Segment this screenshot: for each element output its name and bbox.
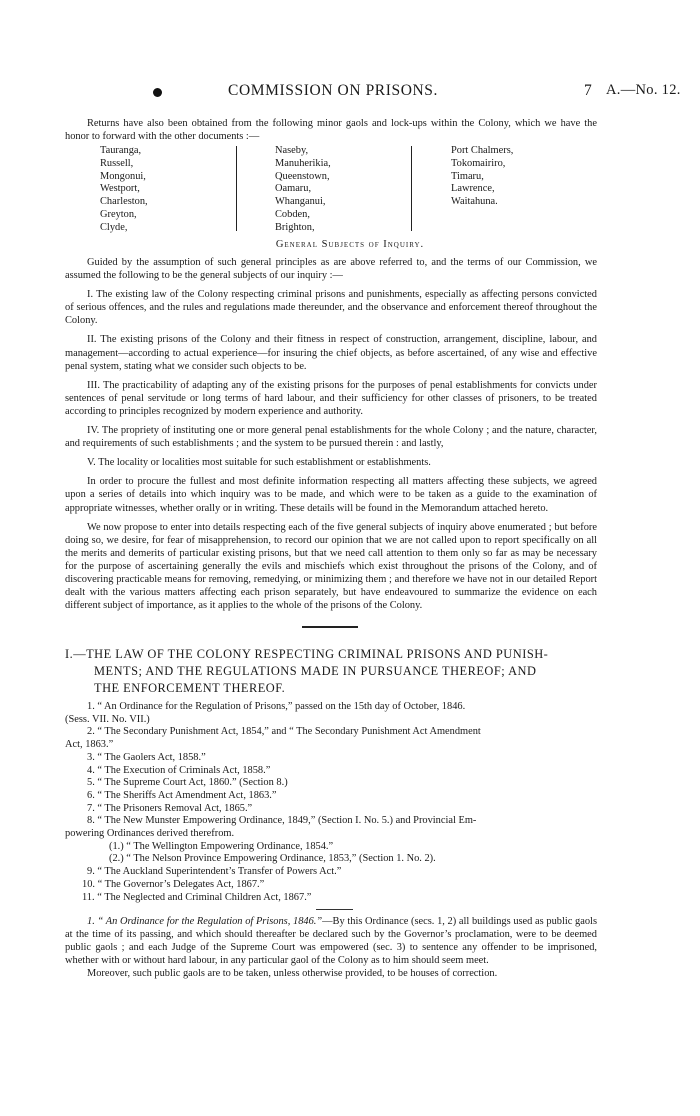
list-item: Mongonui, — [100, 170, 146, 182]
paragraph: Moreover, such public gaols are to be taken, unless otherwise provided, to be houses of correction. — [87, 968, 498, 980]
list-item: 1. “ An Ordinance for the Regulation of Prisons,” passed on the 15th day of October, 1846. — [87, 701, 466, 712]
bullet-dot-icon — [153, 88, 162, 97]
paragraph — [65, 915, 597, 967]
intro-paragraph — [65, 117, 597, 143]
list-item: Tokomairiro, — [451, 157, 506, 169]
list-item: 8. “ The New Munster Empowering Ordinance, 1849,” (Section I. No. 5.) and Provincial Em- — [87, 815, 477, 827]
list-item: 2. “ The Secondary Punishment Act, 1854,” and “ The Secondary Punishment Act Amendment — [87, 726, 481, 738]
list-item: Timaru, — [451, 170, 484, 182]
list-item: (Sess. VII. No. VII.) — [65, 713, 150, 725]
list-item: Russell, — [100, 157, 134, 169]
list-item: Act, 1863.” — [65, 739, 114, 751]
list-item: 3. “ The Gaolers Act, 1858.” — [87, 751, 206, 763]
list-item: 4. “ The Execution of Criminals Act, 1858.” — [87, 764, 271, 776]
gaols-column-2 — [275, 145, 331, 235]
page-number: 7 — [584, 82, 592, 99]
subject-item: III. The practicability of adapting any of the existing prisons for the purposes of penal establishments for convicts under sentences of penal servitude or long terms of hard labour, and their sufficiency for other classes of prisoners, to be treated according to principles recognized by modern experience and authority. — [65, 379, 597, 417]
document-reference: A.—No. 12. — [606, 82, 681, 98]
list-item: Tauranga, — [100, 145, 142, 156]
ordinance-paragraph — [65, 915, 597, 980]
subject-item: I. The existing law of the Colony respecting criminal prisons and punishments, especially as affecting persons convicted of serious offences, and the rules and regulations made thereunder, and the observance and enforcement thereof throughout the Colony. — [65, 289, 597, 327]
divider — [316, 909, 353, 910]
section-heading-general-subjects: General Subjects of Inquiry. — [275, 239, 425, 250]
section-heading-line: I.—THE LAW OF THE COLONY RESPECTING CRIMINAL PRISONS AND PUNISH- — [65, 647, 549, 661]
list-item: 6. “ The Sheriffs Act Amendment Act, 1863.” — [87, 789, 277, 801]
ordinance-title: 1. “ An Ordinance for the Regulation of Prisons, 1846.” — [87, 916, 323, 927]
list-item: Oamaru, — [275, 183, 312, 195]
column-divider — [411, 146, 412, 231]
gaols-column-3 — [451, 145, 513, 209]
list-item: 5. “ The Supreme Court Act, 1860.” (Section 8.) — [87, 777, 288, 789]
list-item: Lawrence, — [451, 183, 495, 195]
ordinance-text: —By this Ordinance (secs. 1, 2) all buildings used as public gaols at the time of its passing, and which should thereafter be declared such by the Governor’s proclamation, were to be deemed public gaols ; and each Judge of the Supreme Court was empowered (sec. 3) to sentence any offender to be imprisoned, whether with or without hard labour, in any particular gaol of the Colony as to him should seem meet. — [65, 916, 597, 967]
list-item: Brighton, — [275, 221, 315, 233]
paragraph: We now propose to enter into details respecting each of the five general subjects of inquiry above enumerated ; but before doing so, we desire, for fear of misapprehension, to record our opinion that we are not called upon to report specifically on all the merits and demerits of particular existing prisons, but that we need call attention to them only so far as may be necessary for the purpose of ascertaining generally the evils and mischiefs which exist throughout the prisons of the Colony, and of discovering practicable means for removing, remedying, or minimizing them ; and therefore we have not in our detailed Report dealt with the various matters affecting each prison separately, but have endeavoured to summarize the evidence on each different subject of importance, as it applies to the whole of the prisons of the Colony. — [65, 521, 597, 612]
list-item: (1.) “ The Wellington Empowering Ordinance, 1854.” — [109, 840, 334, 852]
list-item: 7. “ The Prisoners Removal Act, 1865.” — [87, 802, 253, 814]
intro-text: Returns have also been obtained from the following minor gaols and lock-ups within the Colony, which we have the honor to forward with the other documents :— — [65, 118, 597, 143]
list-item: Cobden, — [275, 208, 310, 220]
paragraph: In order to procure the fullest and most definite information respecting all matters affecting these subjects, we agreed upon a series of details into which inquiry was to be made, and which were to be taken as a guide to the examination of appropriate witnesses, whether orally or in writing. These details will be found in the Memorandum attached hereto. — [65, 476, 597, 514]
list-item: Naseby, — [275, 145, 309, 156]
list-item: Manuherikia, — [275, 157, 331, 169]
subject-item: IV. The propriety of instituting one or more general penal establishments for the whole Colony ; and the nature, character, and requirements of such establishments ; and the system to be pursued therein : and lastly, — [65, 425, 597, 450]
general-subjects-body — [65, 256, 597, 612]
list-item: Charleston, — [100, 196, 148, 208]
list-item: powering Ordinances derived therefrom. — [65, 828, 235, 840]
list-item: Whanganui, — [275, 196, 326, 208]
acts-list — [65, 701, 597, 904]
list-item: Greyton, — [100, 208, 137, 220]
section-heading-line: MENTS; AND THE REGULATIONS MADE IN PURSUANCE THEREOF; AND — [94, 664, 537, 678]
paragraph: Guided by the assumption of such general principles as are above referred to, and the terms of our Commission, we assumed the following to be the general subjects of our inquiry :— — [65, 257, 597, 282]
subject-item: II. The existing prisons of the Colony and their fitness in respect of construction, arrangement, discipline, labour, and management—according to actual experience—for insuring the chief objects, as before ascertained, of any wise and effective penal system, stating what we consider such objects to be. — [65, 334, 597, 372]
list-item: 10. “ The Governor’s Delegates Act, 1867.” — [82, 878, 265, 890]
section-heading-law — [65, 646, 595, 697]
section-heading-line: THE ENFORCEMENT THEREOF. — [94, 681, 286, 695]
page-title: COMMISSION ON PRISONS. — [228, 82, 439, 99]
gaols-column-1 — [100, 145, 148, 235]
list-item: 11. “ The Neglected and Criminal Children Act, 1867.” — [82, 891, 312, 903]
list-item: Clyde, — [100, 221, 128, 233]
section-divider — [302, 626, 358, 628]
list-item: (2.) “ The Nelson Province Empowering Ordinance, 1853,” (Section 1. No. 2). — [109, 853, 436, 865]
gaols-list — [100, 145, 570, 231]
list-item: 9. “ The Auckland Superintendent’s Transfer of Powers Act.” — [87, 866, 342, 878]
list-item: Westport, — [100, 183, 140, 195]
list-item: Waitahuna. — [451, 196, 498, 208]
list-item: Port Chalmers, — [451, 145, 514, 156]
list-item: Queenstown, — [275, 170, 330, 182]
subject-item: V. The locality or localities most suitable for such establishment or establishments. — [87, 457, 431, 469]
column-divider — [236, 146, 237, 231]
